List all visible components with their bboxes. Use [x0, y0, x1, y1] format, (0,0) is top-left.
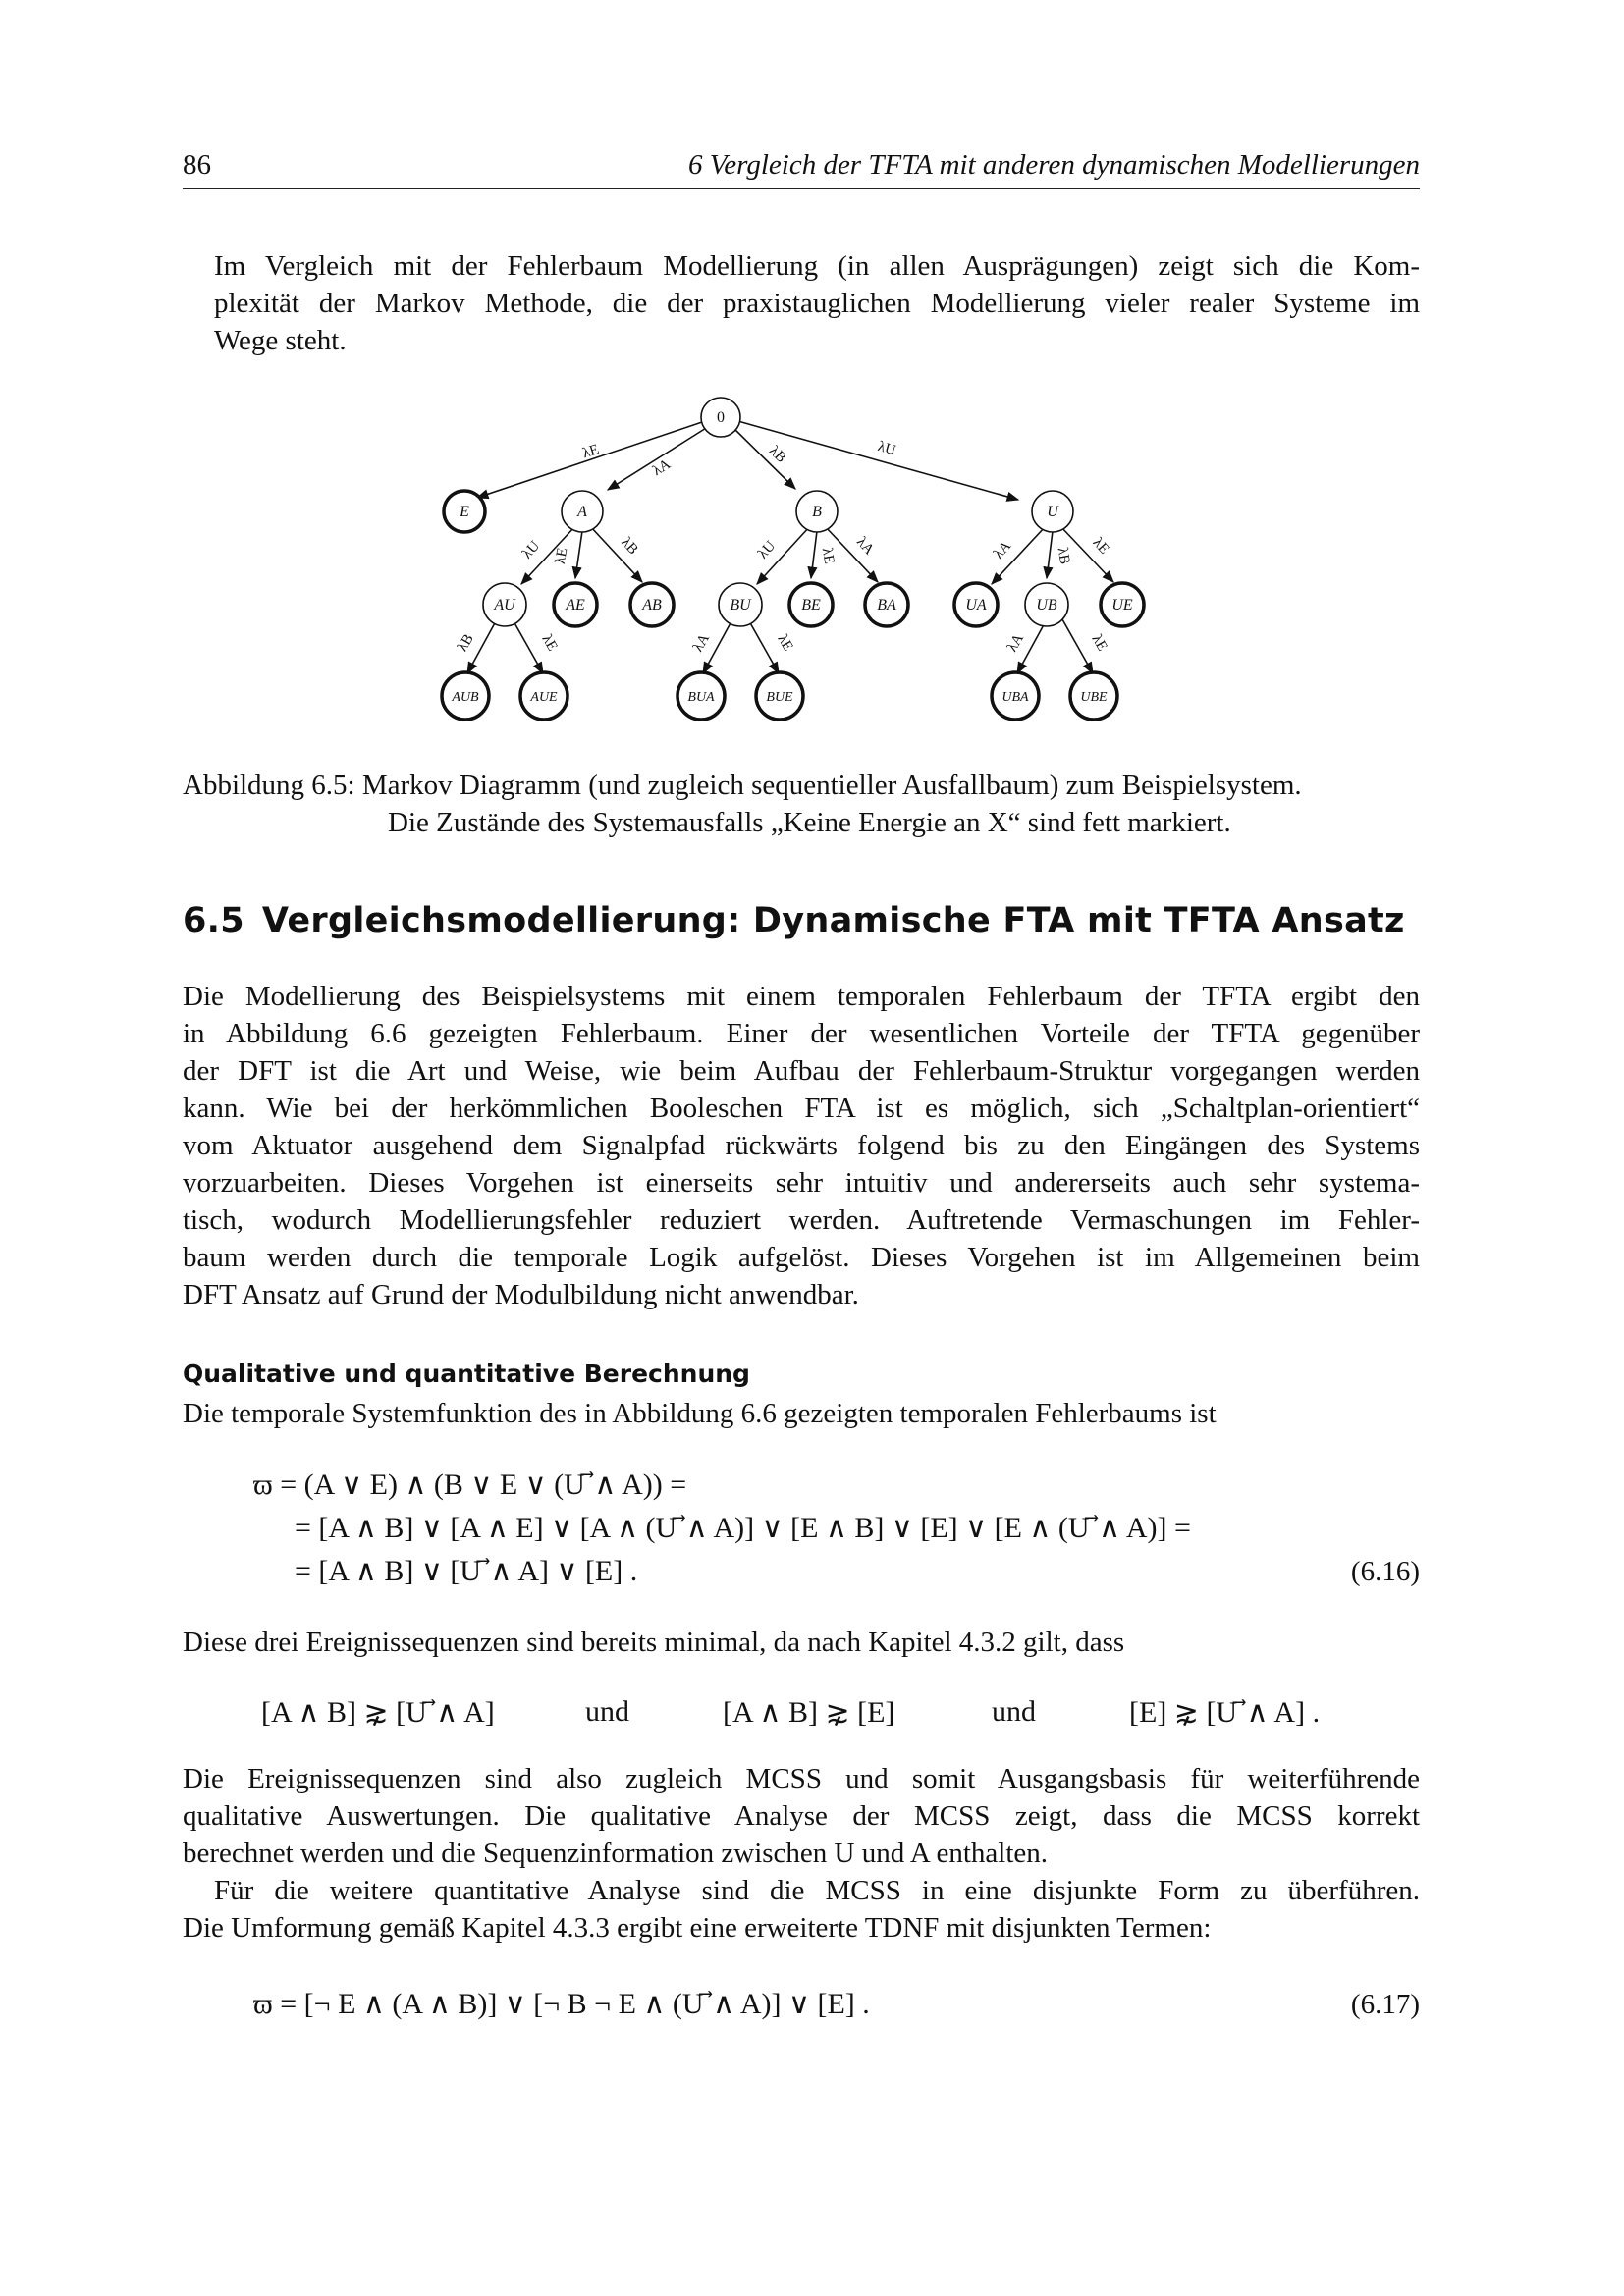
header-rule: [183, 188, 1420, 189]
eq-6-16-line-3: = [A ∧ B] ∨ [U ⃗∧ A] ∨ [E] .: [295, 1555, 638, 1587]
node-label-AB: AB: [642, 597, 662, 614]
quant-paragraph: [183, 1872, 1420, 1947]
section-paragraph: [183, 978, 1420, 1313]
intro-line: Wege steht.: [214, 325, 347, 356]
minimal-line: Diese drei Ereignissequenzen sind bereits minimal, da nach Kapitel 4.3.2 gilt, dass: [183, 1627, 1125, 1658]
edge-label-lambda-A: λA: [991, 538, 1015, 562]
eq-6-16-number: (6.16): [1350, 1556, 1420, 1587]
edge-label-lambda-B: λB: [618, 534, 641, 559]
edge-label-lambda-U: λU: [755, 538, 780, 562]
section-line: Die Modellierung des Beispielsystems mit einem temporalen Fehlerbaum der TFTA ergibt den: [183, 981, 1420, 1012]
eq-6-17: ϖ = [¬ E ∧ (A ∧ B)] ∨ [¬ B ¬ E ∧ (U ⃗∧ A)] ∨ [E] .: [253, 1988, 870, 2020]
relation-1: [A ∧ B] ⋧ [U ⃗∧ A]: [261, 1696, 495, 1729]
caption-line-1: Abbildung 6.5: Markov Diagramm (und zugleich sequentieller Ausfallbaum) zum Beispielsystem.: [183, 770, 1302, 801]
edge-label-lambda-E: λE: [552, 546, 571, 565]
node-label-0: 0: [717, 409, 725, 426]
node-label-AU: AU: [494, 597, 515, 614]
figure-caption: [183, 767, 1420, 841]
edge-BU-BUE: [748, 619, 779, 673]
page: [183, 0, 1420, 2296]
edge-0-A: [608, 425, 711, 490]
edge-label-lambda-A: λA: [690, 631, 713, 655]
edge-label-lambda-U: λU: [876, 438, 898, 459]
relation-and-2: und: [992, 1695, 1036, 1728]
edge-label-lambda-E: λE: [1088, 631, 1110, 655]
node-label-AE: AE: [566, 597, 585, 614]
node-label-BUA: BUA: [687, 690, 715, 705]
minimal-paragraph: [183, 1624, 1420, 1661]
intro-line: Im Vergleich mit der Fehlerbaum Modellierung (in allen Ausprägungen) zeigt sich die Kom-: [214, 250, 1420, 282]
relation-and-1: und: [585, 1695, 629, 1728]
section-heading: [183, 901, 1405, 940]
intro-paragraph: [183, 247, 1420, 359]
intro-line: plexität der Markov Methode, die der praxistauglichen Modellierung vieler realer Systeme im: [214, 288, 1420, 319]
node-label-UA: UA: [965, 597, 987, 614]
subsection-intro: [183, 1395, 1420, 1432]
node-label-AUE: AUE: [530, 690, 558, 705]
mcss-line: Die Ereignissequenzen sind also zugleich MCSS und somit Ausgangsbasis für weiterführende: [183, 1763, 1420, 1794]
edge-A-AB: [590, 526, 642, 582]
node-label-UE: UE: [1111, 597, 1133, 614]
edge-label-lambda-A: λA: [1004, 631, 1027, 655]
edge-label-lambda-B: λB: [766, 443, 789, 466]
section-number: 6.5: [183, 901, 244, 940]
edge-AU-AUE: [513, 619, 543, 673]
edge-label-lambda-B: λB: [455, 631, 477, 655]
subsection-intro-line: Die temporale Systemfunktion des in Abbildung 6.6 gezeigten temporalen Fehlerbaums ist: [183, 1398, 1217, 1429]
mcss-line: berechnet werden und die Sequenzinformation zwischen U und A enthalten.: [183, 1838, 1049, 1869]
edge-label-lambda-B: λB: [1054, 546, 1073, 566]
subsection-heading: Qualitative und quantitative Berechnung: [183, 1360, 750, 1388]
quant-line: Die Umformung gemäß Kapitel 4.3.3 ergibt eine erweiterte TDNF mit disjunkten Termen:: [183, 1912, 1212, 1944]
section-line: vorzuarbeiten. Dieses Vorgehen ist einerseits sehr intuitiv und andererseits auch sehr systema-: [183, 1167, 1420, 1199]
node-label-E: E: [460, 504, 469, 520]
edge-A-AE: [575, 531, 582, 578]
eq-6-17-number: (6.17): [1350, 1989, 1420, 2020]
node-label-UBE: UBE: [1080, 690, 1108, 705]
node-label-AUB: AUB: [452, 690, 479, 705]
section-line: tisch, wodurch Modellierungsfehler reduziert werden. Auftretende Vermaschungen im Fehler-: [183, 1204, 1420, 1236]
markov-diagram: [183, 388, 1420, 751]
section-line: DFT Ansatz auf Grund der Modulbildung nicht anwendbar.: [183, 1279, 859, 1310]
section-line: kann. Wie bei der herkömmlichen Booleschen FTA ist es möglich, sich „Schaltplan-orientiert“: [183, 1093, 1420, 1124]
edge-label-lambda-U: λU: [519, 538, 544, 562]
edge-label-lambda-E: λE: [774, 631, 796, 655]
edge-label-lambda-A: λA: [649, 456, 674, 480]
page-number: 86: [183, 149, 211, 181]
section-line: baum werden durch die temporale Logik aufgelöst. Dieses Vorgehen ist im Allgemeinen beim: [183, 1242, 1420, 1273]
caption-line-2: Die Zustände des Systemausfalls „Keine Energie an X“ sind fett markiert.: [388, 807, 1231, 838]
relation-3: [E] ⋧ [U ⃗∧ A] .: [1129, 1696, 1321, 1729]
eq-6-16-line-1: ϖ = (A ∨ E) ∧ (B ∨ E ∨ (U ⃗∧ A)) =: [253, 1468, 687, 1501]
node-label-UBA: UBA: [1001, 690, 1029, 705]
edge-UB-UBE: [1062, 619, 1093, 673]
running-header: [183, 149, 1420, 188]
edge-label-lambda-E: λE: [580, 442, 602, 462]
section-line: in Abbildung 6.6 gezeigten Fehlerbaum. Einer der wesentlichen Vorteile der TFTA gegenüber: [183, 1018, 1420, 1049]
edge-label-lambda-E: λE: [538, 631, 561, 655]
mcss-line: qualitative Auswertungen. Die qualitative Analyse der MCSS zeigt, dass die MCSS korrekt: [183, 1800, 1420, 1832]
relation-2: [A ∧ B] ⋧ [E]: [723, 1696, 895, 1729]
section-line: der DFT ist die Art und Weise, wie beim Aufbau der Fehlerbaum-Struktur vorgegangen werden: [183, 1055, 1420, 1087]
edge-U-UB: [1047, 531, 1053, 578]
node-label-BA: BA: [877, 597, 896, 614]
node-label-BE: BE: [801, 597, 821, 614]
node-label-B: B: [812, 504, 822, 520]
chapter-title: 6 Vergleich der TFTA mit anderen dynamischen Modellierungen: [688, 149, 1420, 181]
edge-label-lambda-E: λE: [818, 546, 838, 565]
section-title: Vergleichsmodellierung: Dynamische FTA mit TFTA Ansatz: [261, 901, 1405, 940]
mcss-paragraph: [183, 1760, 1420, 1872]
node-label-BU: BU: [730, 597, 751, 614]
quant-line: Für die weitere quantitative Analyse sind die MCSS in eine disjunkte Form zu überführen.: [214, 1875, 1420, 1906]
section-line: vom Aktuator ausgehend dem Signalpfad rückwärts folgend bis zu den Eingängen des Systems: [183, 1130, 1420, 1161]
edge-label-lambda-E: λE: [1089, 534, 1112, 558]
node-label-UB: UB: [1036, 597, 1057, 614]
node-label-U: U: [1047, 504, 1058, 520]
node-label-A: A: [577, 504, 587, 520]
edge-label-lambda-A: λA: [852, 534, 877, 559]
edge-B-BE: [811, 531, 817, 578]
eq-6-16-line-2: = [A ∧ B] ∨ [A ∧ E] ∨ [A ∧ (U ⃗∧ A)] ∨ [E ∧ B] ∨ [E] ∨ [E ∧ (U ⃗∧ A)] =: [295, 1512, 1191, 1544]
node-label-BUE: BUE: [766, 690, 793, 705]
